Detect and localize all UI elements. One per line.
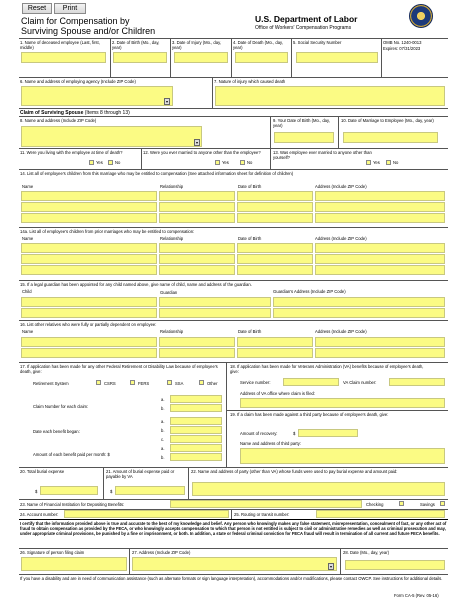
label-va-benefits: 18. If application has been made for Veterans Administration (VA) benefits because of employee's death, give: (230, 364, 424, 374)
guardian-address-input[interactable] (273, 297, 445, 307)
state-dropdown-icon[interactable]: ▾ (165, 99, 168, 104)
col-dob: Date of Birth (238, 184, 262, 189)
other-checkbox[interactable] (199, 380, 204, 385)
col-guardian-address: Guardian's Address (Include ZIP Code) (273, 289, 346, 294)
omb-number: OMB No. 1240-0013 (383, 40, 422, 45)
date-injury-input[interactable] (174, 52, 228, 63)
yes-label: Yes (222, 160, 229, 165)
office-name: Office of Workers' Compensation Programs (255, 25, 352, 31)
child-address-input[interactable] (315, 213, 445, 223)
yes-label: Yes (96, 160, 103, 165)
state-dropdown-icon[interactable]: ▾ (329, 564, 332, 569)
b-label: b. (161, 455, 165, 460)
label-address: 27. Address (Include ZIP Code) (132, 550, 191, 555)
relative-relationship-input[interactable] (159, 348, 235, 358)
prior-child-dob-input[interactable] (237, 265, 313, 275)
service-number-input[interactable] (283, 378, 339, 386)
agency-name: U.S. Department of Labor (255, 14, 358, 24)
spouse-section-heading: Claim of Surviving Spouse (Items 8 through 13) (20, 110, 130, 116)
child-relationship-input[interactable] (159, 213, 235, 223)
col-relationship: Relationship (160, 184, 184, 189)
prior-child-name-input[interactable] (21, 254, 157, 264)
col-guardian: Guardian (160, 290, 178, 295)
disability-notice: If you have a disability and are in need of communication assistance (such as alternate formats or sign language interpretation), accommodations and/or modifications, please contact OWCP. See instructions for additional details. (20, 576, 443, 581)
amount-b-input[interactable] (170, 453, 222, 461)
spouse-dob-input[interactable] (274, 132, 334, 143)
child-name-input[interactable] (21, 202, 157, 212)
claim-number-a-input[interactable] (170, 395, 222, 403)
child-relationship-input[interactable] (159, 191, 235, 201)
label-burial-party: 22. Name and address of party (other than VA) whose funds were used to pay burial expense and amount paid: (191, 469, 398, 474)
employee-married-no-checkbox[interactable] (386, 160, 391, 165)
prior-child-relationship-input[interactable] (159, 243, 235, 253)
relative-address-input[interactable] (315, 348, 445, 358)
nature-injury-input[interactable] (215, 86, 445, 106)
prior-child-dob-input[interactable] (237, 254, 313, 264)
ssa-checkbox[interactable] (167, 380, 172, 385)
spouse-name-address-input[interactable] (21, 126, 202, 147)
date-began-label: Date each benefit began: (33, 429, 80, 434)
c-label: c. (161, 437, 165, 442)
label-routing: 25. Routing or transit number: (234, 512, 290, 517)
checking-label: Checking (366, 502, 384, 507)
child-address-input[interactable] (315, 191, 445, 201)
label-other-relatives: 16. List other relatives who were fully or partially dependent on employee: (20, 322, 157, 327)
col-dob: Date of Birth (238, 236, 262, 241)
label-third-party: 19. If a claim has been made against a third party because of employee's death, give: (230, 412, 389, 417)
amount-paid-label: Amount of each benefit paid per month: $ (33, 452, 110, 457)
label-dob: 2. Date of Birth (Mo., day, year) (112, 40, 160, 50)
third-party-input[interactable] (240, 448, 445, 464)
omb-expiration: Expires: 07/31/2023 (383, 46, 421, 51)
dob-input[interactable] (113, 52, 167, 63)
prior-child-address-input[interactable] (315, 243, 445, 253)
label-bank: 23. Name of Financial Institution for Depositing Benefits: (20, 502, 125, 507)
csrs-label: CSRS (104, 381, 116, 386)
col-name: Name (22, 184, 34, 189)
yes-label: Yes (373, 160, 380, 165)
form-title-line2: Surviving Spouse and/or Children (21, 26, 156, 36)
col-name: Name (22, 236, 34, 241)
label-ssn: 5. Social Security Number (293, 40, 342, 45)
prior-child-address-input[interactable] (315, 254, 445, 264)
ssn-input[interactable] (296, 52, 378, 63)
guardian-name-input[interactable] (159, 308, 271, 318)
col-address: Address (Include ZIP Code) (315, 236, 367, 241)
child-address-input[interactable] (315, 202, 445, 212)
child-name-input[interactable] (21, 213, 157, 223)
label-date-injury: 3. Date of Injury (Mo., day, year) (172, 40, 222, 50)
retirement-system-label: Retirement System (33, 381, 69, 386)
date-began-a-input[interactable] (170, 417, 222, 425)
relative-address-input[interactable] (315, 337, 445, 347)
label-total-burial: 20. Total burial expense (20, 469, 65, 474)
claim-number-b-input[interactable] (170, 404, 222, 412)
signature-input[interactable] (21, 557, 127, 571)
col-relationship: Relationship (160, 236, 184, 241)
married-other-yes-checkbox[interactable] (215, 160, 220, 165)
a-label: a. (161, 397, 165, 402)
print-button[interactable]: Print (54, 3, 86, 14)
total-burial-input[interactable] (40, 486, 98, 495)
ssa-label: SSA (175, 381, 184, 386)
savings-label: Savings (420, 502, 435, 507)
a-label: a. (161, 446, 165, 451)
label-guardian: 15. If a legal guardian has been appointed for any child named above, give name of child, name and address of the guardian. (20, 282, 252, 287)
label-date-death: 4. Date of Death (Mo., day, year) (233, 40, 283, 50)
date-began-b-input[interactable] (170, 426, 222, 434)
routing-number-input[interactable] (316, 510, 445, 518)
col-address: Address (Include ZIP Code) (315, 184, 367, 189)
other-label: Other (207, 381, 218, 386)
label-date: 28. Date (Mo., day, year) (343, 550, 390, 555)
no-label: No (393, 160, 399, 165)
date-began-c-input[interactable] (170, 435, 222, 443)
b-label: b. (161, 428, 165, 433)
fers-checkbox[interactable] (130, 380, 135, 385)
no-label: No (115, 160, 121, 165)
label-other-marriage-employee: 13. Was employee ever married to anyone other than yourself? (273, 150, 372, 160)
claim-number-label: Claim Number for each claim: (33, 404, 89, 409)
child-dob-input[interactable] (237, 213, 313, 223)
va-claim-number-input[interactable] (389, 378, 445, 386)
amount-recovery-label: Amount of recovery: (240, 431, 278, 436)
date-marriage-input[interactable] (343, 132, 438, 143)
label-employing-agency: 6. Name and address of employing agency (Include ZIP Code) (20, 79, 136, 84)
account-number-input[interactable] (64, 510, 229, 518)
label-nature-injury: 7. Nature of injury which caused death (214, 79, 286, 84)
service-number-label: Service number: (240, 380, 271, 385)
va-claim-label: VA Claim number: (343, 380, 377, 385)
label-spouse-dob: 9. Your Date of Birth (Mo., day, year) (273, 118, 330, 128)
relative-relationship-input[interactable] (159, 337, 235, 347)
guardian-address-input[interactable] (273, 308, 445, 318)
employing-agency-input[interactable] (21, 86, 173, 106)
form-id: Form CA-5 (Rev. 05-16) (394, 593, 439, 598)
burial-va-input[interactable] (115, 486, 185, 495)
checking-checkbox[interactable] (399, 501, 404, 506)
date-death-input[interactable] (235, 52, 288, 63)
label-signature: 26. Signature of person filing claim (20, 550, 85, 555)
a-label: a. (161, 419, 165, 424)
label-deceased-name: 1. Name of deceased employee (Last, first, middle) (20, 40, 100, 50)
child-dob-input[interactable] (237, 202, 313, 212)
living-yes-checkbox[interactable] (89, 160, 94, 165)
col-child: Child (22, 289, 32, 294)
va-office-label: Address of VA office where claim is filed: (240, 391, 316, 396)
relative-dob-input[interactable] (237, 348, 313, 358)
child-relationship-input[interactable] (159, 202, 235, 212)
b-label: b. (161, 406, 165, 411)
guardian-child-input[interactable] (21, 297, 157, 307)
dollar-sign: $ (35, 489, 38, 494)
third-party-label: Name and address of third party: (240, 441, 301, 446)
guardian-child-input[interactable] (21, 308, 157, 318)
child-name-input[interactable] (21, 191, 157, 201)
col-address: Address (Include ZIP Code) (315, 329, 367, 334)
burial-party-input[interactable] (192, 482, 445, 496)
label-federal-retirement: 17. If application has been made for any other Federal Retirement or Disability Law because of employee's death, give: (20, 364, 218, 374)
prior-child-name-input[interactable] (21, 265, 157, 275)
signature-date-input[interactable] (345, 560, 445, 570)
label-living-with: 11. Were you living with the employee at time of death? (20, 150, 123, 155)
relative-dob-input[interactable] (237, 337, 313, 347)
col-name: Name (22, 329, 34, 334)
married-other-no-checkbox[interactable] (240, 160, 245, 165)
va-office-input[interactable] (240, 398, 445, 408)
amount-recovery-input[interactable] (298, 429, 358, 437)
label-children-marriage: 14. List all of employee's children from this marriage who may be entitled to compensation (See attached information sheet for definition of children) (20, 171, 294, 176)
living-no-checkbox[interactable] (108, 160, 113, 165)
reset-button[interactable]: Reset (22, 3, 52, 14)
prior-child-relationship-input[interactable] (159, 254, 235, 264)
label-burial-va: 21. Amount of burial expense paid or payable by VA (106, 469, 175, 479)
relative-name-input[interactable] (21, 348, 157, 358)
dollar-sign: $ (293, 431, 296, 436)
bank-name-input[interactable] (170, 500, 362, 508)
savings-checkbox[interactable] (440, 501, 445, 506)
prior-child-name-input[interactable] (21, 243, 157, 253)
label-spouse-name-address: 8. Name and address (Include ZIP Code) (20, 118, 97, 123)
relative-name-input[interactable] (21, 337, 157, 347)
employee-married-yes-checkbox[interactable] (366, 160, 371, 165)
label-date-marriage: 10. Date of Marriage to Employee (Mo., day, year) (341, 118, 434, 123)
child-dob-input[interactable] (237, 191, 313, 201)
label-children-prior: 14a. List all of employee's children from prior marriages who may be entitled to compensation: (20, 229, 195, 234)
state-dropdown-icon[interactable]: ▾ (195, 140, 198, 145)
col-dob: Date of Birth (238, 329, 262, 334)
form-title-line1: Claim for Compensation by (21, 16, 130, 26)
deceased-name-input[interactable] (21, 52, 106, 63)
prior-child-relationship-input[interactable] (159, 265, 235, 275)
prior-child-dob-input[interactable] (237, 243, 313, 253)
label-account: 24. Account number: (20, 512, 59, 517)
certification-text: I certify that the information provided above is true and accurate to the best of my knowledge and belief. Any person who knowingly makes any false statement, misrepresentation, concealment of fact, or any other act of fraud to obtain compensation as provided by the FECA, or who knowingly accepts compensation to which that person is not entitled is subject to civil or administrative remedies as well as criminal prosecution and may, under appropriate criminal provisions, be punished by a fine or imprisonment, or both. In addition, a state or federal criminal conviction for FECA fraud will result in termination of all current and future FECA benefits. (20, 521, 447, 536)
col-relationship: Relationship (160, 329, 184, 334)
csrs-checkbox[interactable] (96, 380, 101, 385)
guardian-name-input[interactable] (159, 297, 271, 307)
fers-label: FERS (138, 381, 150, 386)
dol-seal-icon (409, 4, 433, 28)
amount-a-input[interactable] (170, 444, 222, 452)
signer-address-input[interactable] (132, 557, 337, 571)
label-other-marriage-you: 12. Were you ever married to anyone other than the employee? (143, 150, 261, 155)
dollar-sign: $ (110, 489, 113, 494)
prior-child-address-input[interactable] (315, 265, 445, 275)
no-label: No (247, 160, 253, 165)
